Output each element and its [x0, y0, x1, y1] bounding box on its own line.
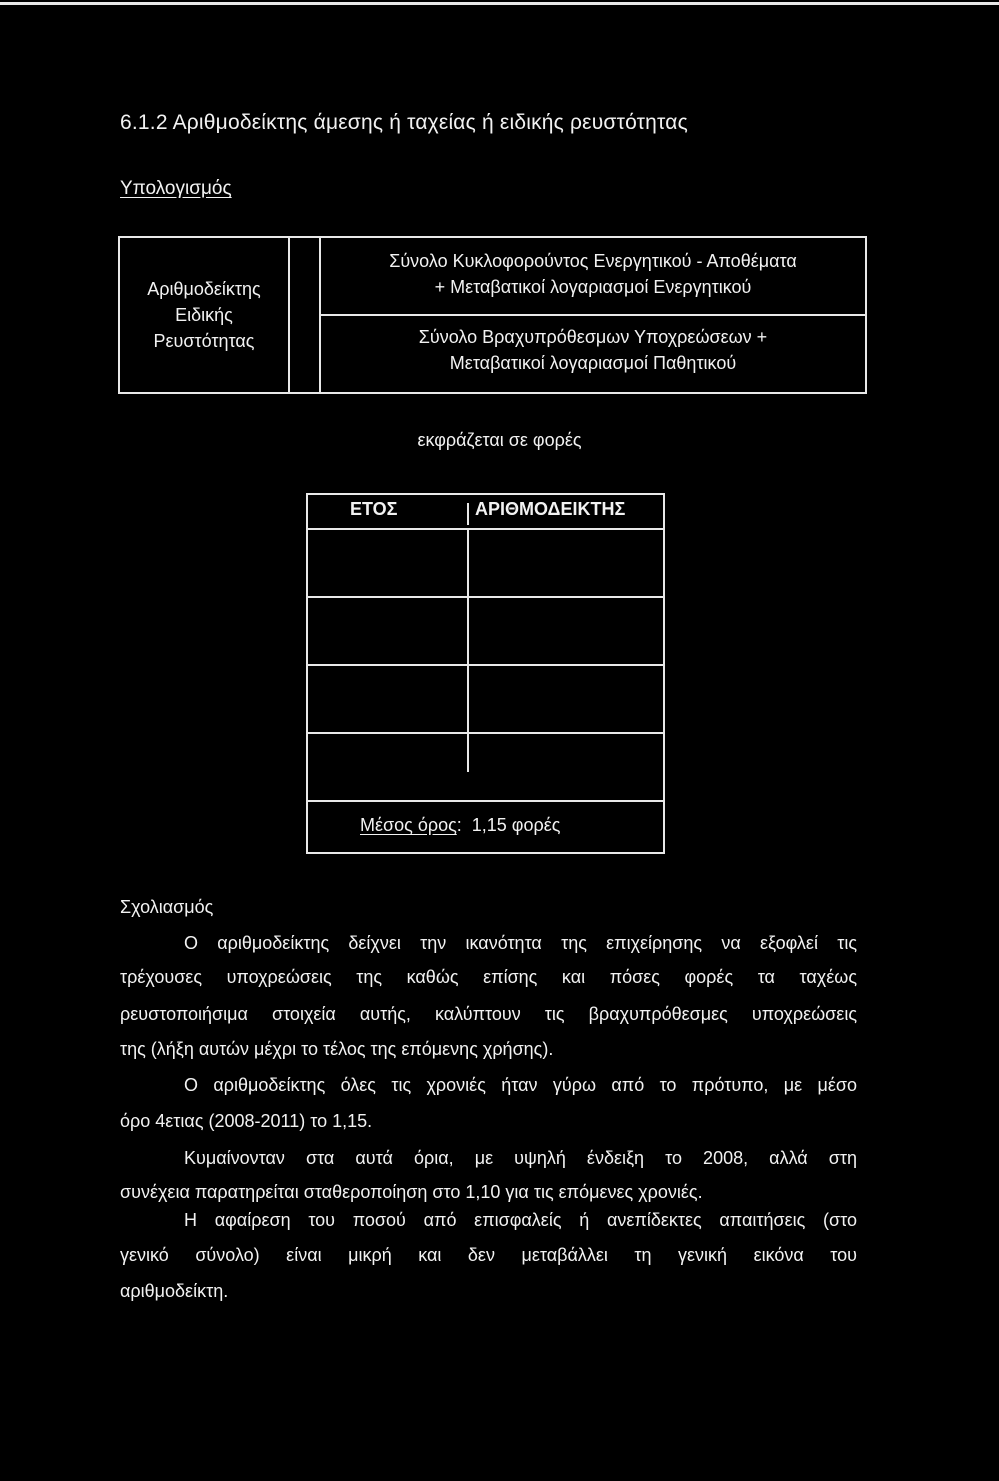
paragraph-line: γενικό σύνολο) είναι μικρή και δεν μεταβάλλει τη γενική εικόνα του: [120, 1245, 857, 1265]
table-header-year: ΕΤΟΣ: [350, 499, 398, 519]
unit-note: εκφράζεται σε φορές: [417, 430, 582, 450]
paragraph-line: αριθμοδείκτη.: [120, 1281, 229, 1301]
top-rule: [0, 2, 999, 5]
table-column-divider: [467, 528, 469, 772]
numerator-line: + Μεταβατικοί λογαριασμοί Ενεργητικού: [434, 277, 752, 297]
ratio-name-line: Αριθμοδείκτης: [147, 279, 261, 299]
table-row-divider: [308, 664, 663, 666]
formula-divider: [288, 238, 290, 392]
ratio-table: [306, 493, 665, 854]
average-value: 1,15 φορές: [471, 815, 561, 835]
denominator-line: Σύνολο Βραχυπρόθεσμων Υποχρεώσεων +: [418, 327, 768, 347]
fraction-bar: [319, 314, 865, 316]
formula-denominator: [321, 324, 865, 376]
formula-box: [118, 236, 867, 394]
paragraph-line: της (λήξη αυτών μέχρι το τέλος της επόμενης χρήσης).: [120, 1039, 554, 1059]
table-column-divider: [467, 503, 469, 525]
calculation-heading: Υπολογισμός: [120, 178, 232, 199]
paragraph-line: Η αφαίρεση του ποσού από επισφαλείς ή ανεπίδεκτες απαιτήσεις (στο: [184, 1210, 857, 1230]
ratio-name-cell: [120, 238, 288, 392]
average-colon: :: [456, 815, 462, 835]
comment-heading: Σχολιασμός: [120, 897, 214, 917]
paragraph-line: τρέχουσες υποχρεώσεις της καθώς επίσης και πόσες φορές τα ταχέως: [120, 967, 857, 987]
table-header-ratio: ΑΡΙΘΜΟΔΕΙΚΤΗΣ: [475, 499, 626, 519]
table-row-divider: [308, 732, 663, 734]
table-row-divider: [308, 596, 663, 598]
average-row: [360, 815, 560, 836]
numerator-line: Σύνολο Κυκλοφορούντος Ενεργητικού - Αποθέματα: [389, 251, 797, 271]
ratio-name-line: Ειδικής: [175, 305, 233, 325]
formula-numerator: [321, 248, 865, 300]
paragraph-line: Ο αριθμοδείκτης όλες τις χρονιές ήταν γύρω από το πρότυπο, με μέσο: [184, 1075, 857, 1095]
table-row-divider: [308, 528, 663, 530]
paragraph-line: όρο 4ετιας (2008-2011) το 1,15.: [120, 1111, 373, 1131]
paragraph-line: ρευστοποιήσιμα στοιχεία αυτής, καλύπτουν τις βραχυπρόθεσμες υποχρεώσεις: [120, 1004, 857, 1024]
ratio-name-line: Ρευστότητας: [153, 331, 255, 351]
table-row-divider: [308, 800, 663, 802]
paragraph-line: Κυμαίνονταν στα αυτά όρια, με υψηλή ένδειξη το 2008, αλλά στη: [184, 1148, 857, 1168]
denominator-line: Μεταβατικοί λογαριασμοί Παθητικού: [449, 353, 737, 373]
section-title: 6.1.2 Αριθμοδείκτης άμεσης ή ταχείας ή ειδικής ρευστότητας: [120, 111, 688, 134]
average-label: Μέσος όρος: [360, 815, 457, 835]
paragraph-line: συνέχεια παρατηρείται σταθεροποίηση στο 1,10 για τις επόμενες χρονιές.: [120, 1182, 703, 1202]
paragraph-line: Ο αριθμοδείκτης δείχνει την ικανότητα της επιχείρησης να εξοφλεί τις: [184, 933, 857, 953]
